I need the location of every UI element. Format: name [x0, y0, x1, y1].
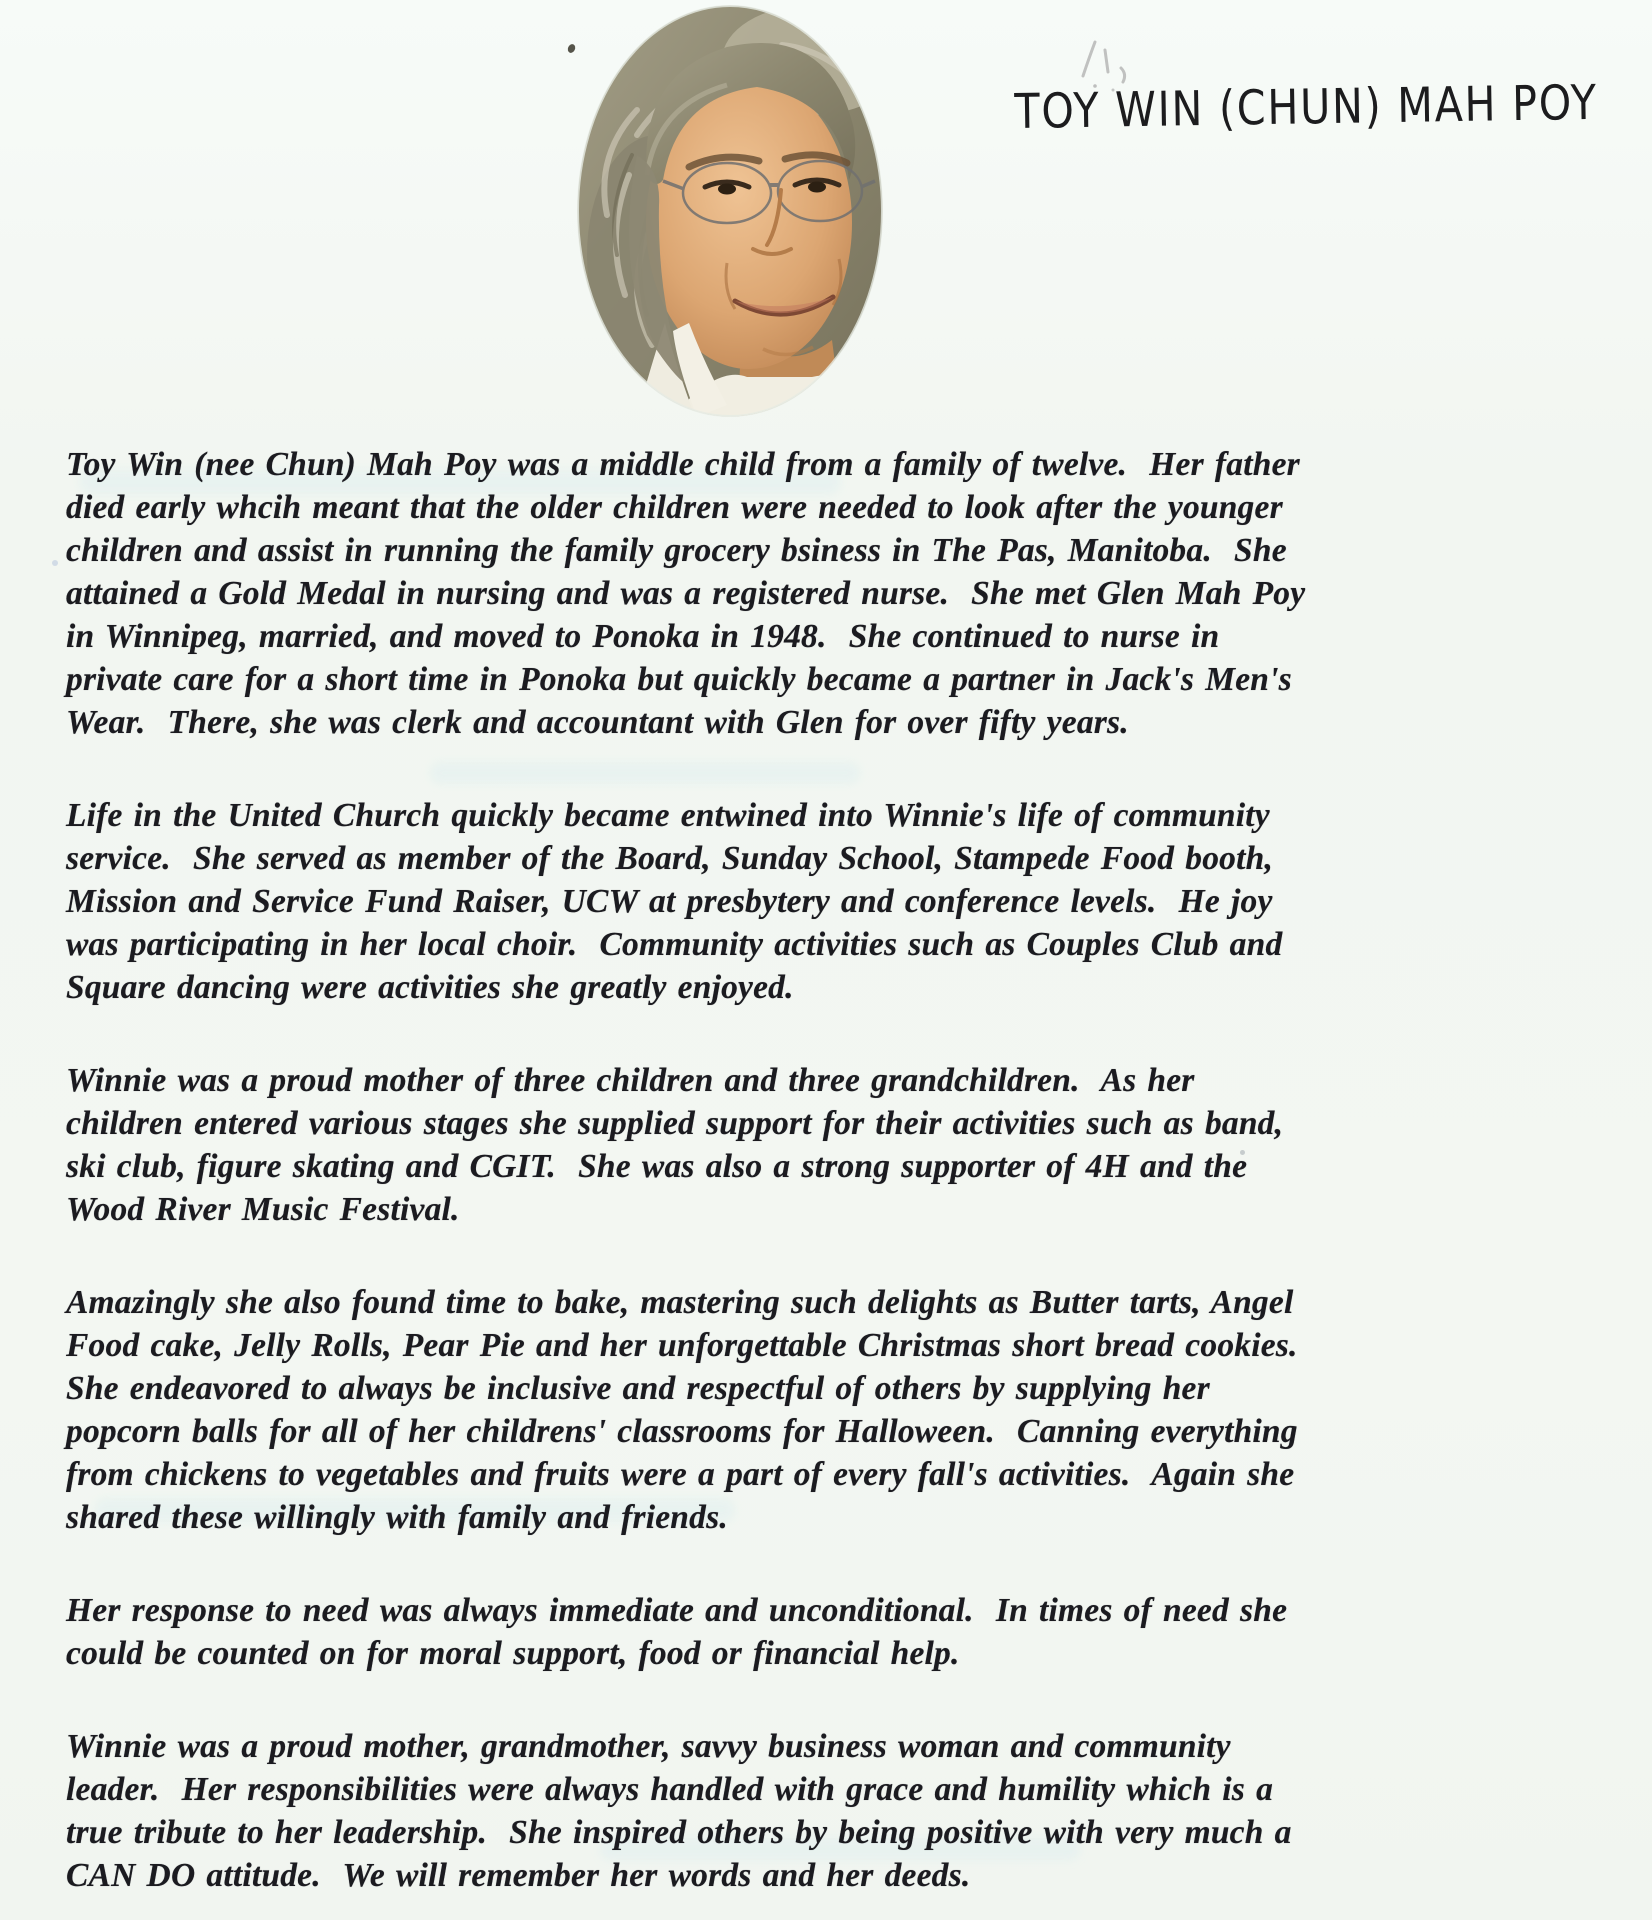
paragraph: [66, 443, 1466, 744]
paragraph-line: Wear. There, she was clerk and accountant with Glen for over fifty years.: [66, 704, 1129, 741]
paragraph-line: Winnie was a proud mother of three children and three grandchildren. As her: [66, 1062, 1195, 1099]
paragraph: [66, 794, 1466, 1009]
paragraph-line: could be counted on for moral support, food or financial help.: [66, 1635, 960, 1672]
paragraph-line: attained a Gold Medal in nursing and was a registered nurse. She met Glen Mah Poy: [66, 575, 1306, 612]
paragraph-line: CAN DO attitude. We will remember her words and her deeds.: [66, 1857, 971, 1894]
paragraph: [66, 1725, 1466, 1897]
paragraph-line: Amazingly she also found time to bake, mastering such delights as Butter tarts, Angel: [66, 1284, 1294, 1321]
biography-text: [66, 443, 1466, 1897]
paragraph: [66, 1059, 1466, 1231]
paragraph-line: Wood River Music Festival.: [66, 1191, 460, 1228]
paragraph-line: private care for a short time in Ponoka but quickly became a partner in Jack's Men's: [66, 661, 1292, 698]
paragraph-line: shared these willingly with family and friends.: [66, 1499, 728, 1536]
paragraph: [66, 1589, 1466, 1675]
scan-speck: [52, 560, 58, 566]
paragraph-line: Winnie was a proud mother, grandmother, savvy business woman and community: [66, 1728, 1231, 1765]
handwritten-title: TOY WIN (CHUN) MAH POY: [1014, 74, 1599, 140]
portrait-photo-image: [577, 5, 883, 417]
paragraph-line: children entered various stages she supplied support for their activities such as band,: [66, 1105, 1284, 1142]
paragraph-line: children and assist in running the family grocery bsiness in The Pas, Manitoba. She: [66, 532, 1287, 569]
paragraph-line: She endeavored to always be inclusive and respectful of others by supplying her: [66, 1370, 1210, 1407]
paragraph: [66, 1281, 1466, 1539]
portrait-photo: [577, 5, 883, 417]
paragraph-line: leader. Her responsibilities were always handled with grace and humility which is a: [66, 1771, 1274, 1808]
paragraph-line: Square dancing were activities she greatly enjoyed.: [66, 969, 794, 1006]
paragraph-line: service. She served as member of the Board, Sunday School, Stampede Food booth,: [66, 840, 1274, 877]
paragraph-line: ski club, figure skating and CGIT. She was also a strong supporter of 4H and the: [66, 1148, 1248, 1185]
paragraph-line: Life in the United Church quickly became entwined into Winnie's life of community: [66, 797, 1270, 834]
paragraph-line: from chickens to vegetables and fruits were a part of every fall's activities. Again she: [66, 1456, 1295, 1493]
paragraph-line: popcorn balls for all of her childrens' classrooms for Halloween. Canning everything: [66, 1413, 1298, 1450]
paragraph-line: Food cake, Jelly Rolls, Pear Pie and her unforgettable Christmas short bread cookies.: [66, 1327, 1298, 1364]
scan-speck: [566, 43, 576, 54]
paragraph-line: Her response to need was always immediate and unconditional. In times of need she: [66, 1592, 1288, 1629]
paragraph-line: died early whcih meant that the older children were needed to look after the younger: [66, 489, 1283, 526]
paragraph-line: true tribute to her leadership. She inspired others by being positive with very much a: [66, 1814, 1292, 1851]
paragraph-line: was participating in her local choir. Community activities such as Couples Club and: [66, 926, 1283, 963]
paragraph-line: Mission and Service Fund Raiser, UCW at presbytery and conference levels. He joy: [66, 883, 1273, 920]
paragraph-line: Toy Win (nee Chun) Mah Poy was a middle child from a family of twelve. Her father: [66, 446, 1300, 483]
paragraph-line: in Winnipeg, married, and moved to Ponoka in 1948. She continued to nurse in: [66, 618, 1220, 655]
